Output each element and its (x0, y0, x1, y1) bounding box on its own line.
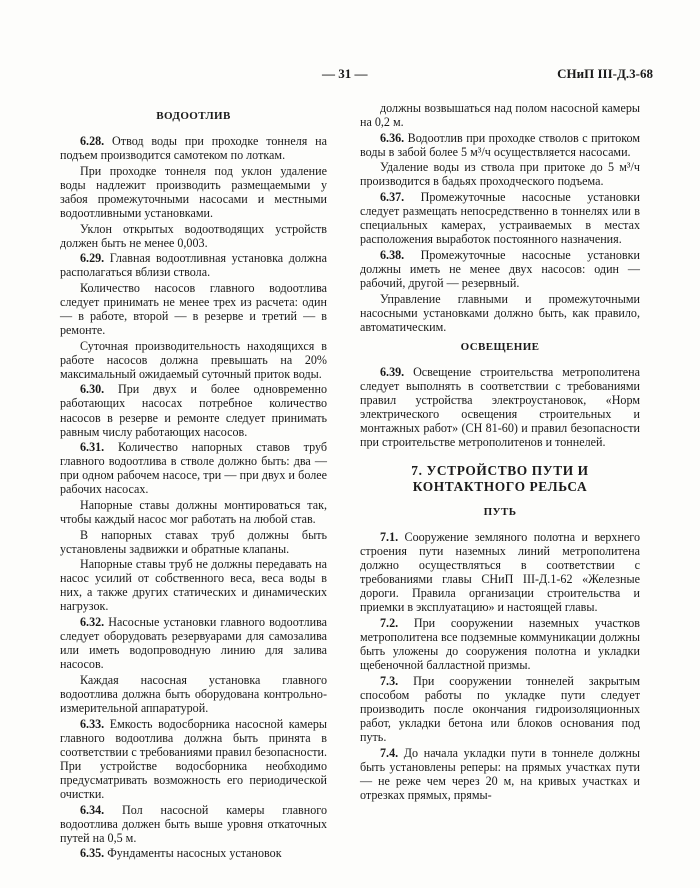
paragraph-text: При двух и более одновременно работающих насосах потребное количество насосов в резерве и ремонте следует принимать равным числу работающих насосов. (60, 382, 327, 439)
paragraph-text: Управление главными и промежуточными насосными установками должно быть, как правило, автоматическим. (360, 291, 640, 334)
page-number: — 31 — (322, 66, 368, 81)
paragraph (360, 190, 640, 246)
clause-number: 7.3. (380, 673, 399, 688)
paragraph-text: Напорные ставы должны монтироваться так, чтобы каждый насос мог работать на любой став. (60, 497, 327, 527)
paragraph (360, 131, 640, 159)
paragraph-text: Промежуточные насосные установки должны иметь не менее двух насосов: один — рабочий, другой — резервный. (360, 247, 640, 290)
paragraph (360, 674, 640, 744)
paragraph (60, 134, 327, 162)
paragraph-text: Уклон открытых водоотводящих устройств должен быть не менее 0,003. (60, 221, 327, 250)
paragraph-text: Удаление воды из ствола при притоке до 5 м³/ч производится в бадьях проходческого подъема. (360, 160, 640, 189)
paragraph (60, 673, 327, 715)
paragraph (60, 528, 327, 556)
paragraph-text: Отвод воды при проходке тоннеля на подъем производится самотеком по лоткам. (60, 134, 327, 163)
paragraph-text: Насосные установки главного водоотлива следует оборудовать резервуарами для самозалива или иметь водопроводную линию для залива насосов. (60, 615, 327, 672)
paragraph (360, 160, 640, 188)
paragraph-text: При сооружении тоннелей закрытым способом работы по укладке пути следует производить после окончания гидроизоляционных работ, укладки бетона или блоков основания под путь. (360, 673, 640, 744)
clause-number: 7.1. (380, 530, 399, 545)
paragraph-text: Суточная производительность находящихся в работе насосов должна превышать на 20% максимальный ожидаемый суточный приток воды. (60, 338, 327, 381)
clause-number: 6.30. (80, 382, 105, 397)
paragraph (60, 615, 327, 671)
clause-number: 6.31. (80, 440, 105, 455)
clause-number: 6.36. (380, 130, 405, 145)
left-column (60, 103, 327, 862)
paragraph (60, 803, 327, 845)
left-paragraphs (60, 134, 327, 860)
paragraph (60, 382, 327, 438)
clause-number: 6.34. (80, 802, 105, 817)
paragraph-text: Главная водоотливная установка должна располагаться вблизи ствола. (60, 251, 327, 280)
clause-number: 6.28. (80, 134, 105, 149)
paragraph (60, 846, 327, 860)
paragraph-text: Пол насосной камеры главного водоотлива должен быть выше уровня откаточных путей на 0,5 м. (60, 802, 327, 845)
paragraph (60, 164, 327, 220)
clause-number: 6.37. (380, 190, 405, 205)
paragraph (60, 339, 327, 381)
clause-number: 6.29. (80, 251, 105, 266)
right-paragraphs-track (360, 530, 640, 802)
paragraph (60, 557, 327, 613)
clause-number: 7.2. (380, 615, 399, 630)
paragraph-text: При сооружении наземных участков метрополитена все подземные коммуникации должны быть уложены до сооружения полотна и укладки щебеночной балластной призмы. (360, 615, 640, 673)
clause-number: 6.39. (380, 364, 405, 379)
chapter-title: 7. УСТРОЙСТВО ПУТИ И КОНТАКТНОГО РЕЛЬСА (411, 463, 589, 495)
paragraph-text: Количество насосов главного водоотлива следует принимать не менее трех из расчета: один — в работе, второй — в резерве и третий — в ремонте. (60, 280, 327, 338)
paragraph-text: Промежуточные насосные установки следует размещать непосредственно в тоннелях или в специальных камерах, устраиваемых в местах расположения выработок постоянного назначения. (360, 190, 640, 247)
paragraph-text: Количество напорных ставов труб главного водоотлива в стволе должно быть: два — при одном рабочем насосе, три — при двух и более рабочих насосах. (60, 440, 327, 497)
paragraph (360, 292, 640, 334)
clause-number: 6.35. (80, 846, 105, 861)
paragraph-text: До начала укладки пути в тоннеле должны быть установлены реперы: на прямых участках пути — не реже чем через 20 м, на кривых участках и отрезках прямых, прямы- (360, 745, 640, 802)
running-header (0, 66, 700, 84)
paragraph (360, 530, 640, 614)
clause-number: 7.4. (380, 745, 399, 760)
section-heading-lighting: ОСВЕЩЕНИЕ (460, 340, 540, 353)
clause-number: 6.38. (380, 247, 405, 262)
paragraph (360, 746, 640, 802)
paragraph (60, 440, 327, 496)
paragraph-text: должны возвышаться над полом насосной камеры на 0,2 м. (360, 101, 640, 130)
paragraph (360, 101, 640, 129)
paragraph-text: Водоотлив при проходке стволов с притоком воды в забой более 5 м³/ч осуществляется насосами. (360, 130, 640, 159)
paragraph-text: Сооружение земляного полотна и верхнего строения пути наземных линий метрополитена должно осуществляться в соответствии с требованиями главы СНиП III-Д.1-62 «Железные дороги. Правила организации строительства и приемки в эксплуатацию» и настоящей главы. (360, 530, 640, 615)
right-paragraphs-drainage (360, 101, 640, 334)
paragraph-text: Освещение строительства метрополитена следует выполнять в соответствии с требованиями правил устройства электроустановок, «Норм электрического освещения строительных и монтажных работ» (СН 81-60) и правил безопасности при строительстве метрополитенов и тоннелей. (360, 364, 640, 449)
section-heading-track: ПУТЬ (483, 506, 517, 519)
paragraph (60, 251, 327, 279)
paragraph-text: Напорные ставы труб не должны передавать на насос усилий от собственного веса, веса воды в них, а также других статических и динамических нагрузок. (60, 557, 327, 614)
document-code: СНиП III-Д.3-68 (557, 66, 653, 81)
paragraph (60, 498, 327, 526)
clause-number: 6.32. (80, 615, 105, 630)
paragraph-text: Емкость водосборника насосной камеры главного водоотлива должна быть принята в соответствии с требованиями правил безопасности. При устройстве водосборника необходимо предусматривать возможность его периодической очистки. (60, 716, 327, 801)
paragraph (60, 222, 327, 250)
paragraph (60, 717, 327, 801)
paragraph-text: В напорных ставах труб должны быть установлены задвижки и обратные клапаны. (60, 527, 327, 556)
clause-number: 6.33. (80, 716, 105, 731)
right-column (360, 101, 640, 803)
paragraph (360, 616, 640, 672)
section-heading-drainage: ВОДООТЛИВ (156, 110, 231, 122)
paragraph (360, 365, 640, 449)
paragraph-text: Фундаменты насосных установок (104, 846, 282, 861)
paragraph (360, 248, 640, 290)
paragraph (60, 281, 327, 337)
paragraph-text: При проходке тоннеля под уклон удаление воды надлежит производить размещаемыми у забоя промежуточными насосами и местными водоотливными установками. (60, 163, 327, 220)
right-paragraphs-lighting (360, 365, 640, 449)
paragraph-text: Каждая насосная установка главного водоотлива должна быть оборудована контрольно-измерительной аппаратурой. (60, 672, 327, 715)
